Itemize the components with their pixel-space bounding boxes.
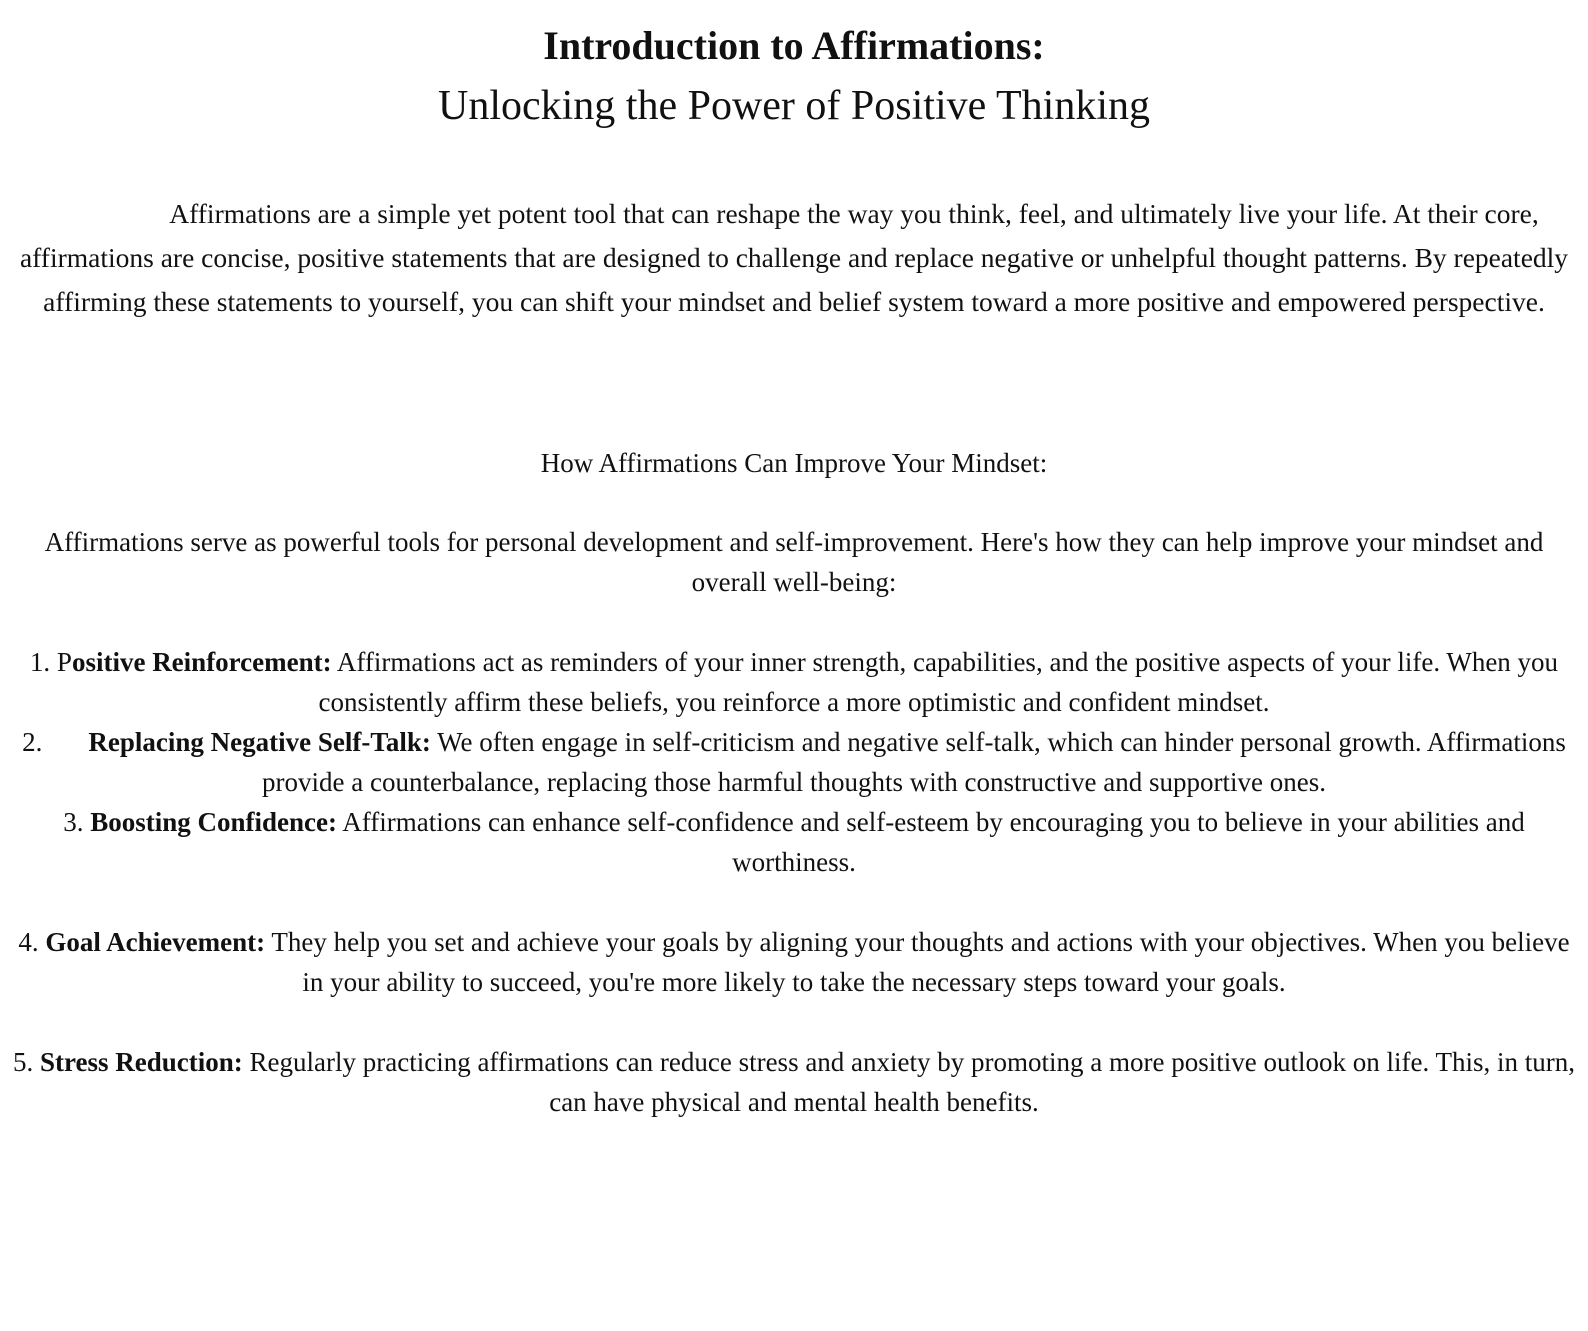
section-heading: How Affirmations Can Improve Your Mindset: bbox=[540, 448, 1048, 478]
list-item-text: We often engage in self-criticism and negative self-talk, which can hinder personal growth. Affirmations provide a counterbalance, replacing those harmful thoughts with constructive and supportive ones. bbox=[262, 727, 1566, 797]
list-item-text: Affirmations can enhance self-confidence and self-esteem by encouraging you to believe in your abilities and worthiness. bbox=[342, 807, 1525, 877]
list-item-number: 2. bbox=[22, 727, 43, 757]
list-item bbox=[8, 1042, 1580, 1122]
list-item-term: Stress Reduction: bbox=[40, 1047, 243, 1077]
list-item bbox=[8, 722, 1580, 802]
document-subtitle: Unlocking the Power of Positive Thinking bbox=[437, 83, 1150, 129]
list-item-text: Affirmations act as reminders of your inner strength, capabilities, and the positive aspects of your life. When you consistently affirm these beliefs, you reinforce a more optimistic and confident mindset. bbox=[318, 647, 1559, 717]
list-item-text: Regularly practicing affirmations can reduce stress and anxiety by promoting a more positive outlook on life. This, in turn, can have physical and mental health benefits. bbox=[249, 1047, 1575, 1117]
list-item-number: 4. bbox=[18, 927, 39, 957]
list-item bbox=[8, 802, 1580, 882]
list-item bbox=[8, 922, 1580, 1002]
list-item-text: They help you set and achieve your goals by aligning your thoughts and actions with your objectives. When you believe in your ability to succeed, you're more likely to take the necessary steps toward your goals. bbox=[271, 927, 1570, 997]
document-title: Introduction to Affirmations: bbox=[543, 23, 1045, 68]
list-item-number: 5. bbox=[13, 1047, 34, 1077]
intro-paragraph: Affirmations are a simple yet potent tool that can reshape the way you think, feel, and ultimately live your life. At their core, affirmations are concise, positive statements that are designed to challenge and replace negative or unhelpful thought patterns. By repeatedly affirming these statements to yourself, you can shift your mindset and belief system toward a more positive and empowered perspective. bbox=[19, 198, 1569, 317]
list-item bbox=[8, 642, 1580, 722]
list-item-term: Goal Achievement: bbox=[45, 927, 266, 957]
list-item-term: ositive Reinforcement: bbox=[71, 647, 332, 677]
list-item-term: Boosting Confidence: bbox=[90, 807, 337, 837]
list-item-term: Replacing Negative Self-Talk: bbox=[88, 727, 431, 757]
lead-paragraph: Affirmations serve as powerful tools for personal development and self-improvement. Here's how they can help improve your mindset and overall well-being: bbox=[44, 527, 1544, 597]
list-item-number: 1. bbox=[29, 647, 51, 677]
list-item-number: 3. bbox=[63, 807, 84, 837]
list-item-term-prefix: P bbox=[56, 647, 72, 677]
